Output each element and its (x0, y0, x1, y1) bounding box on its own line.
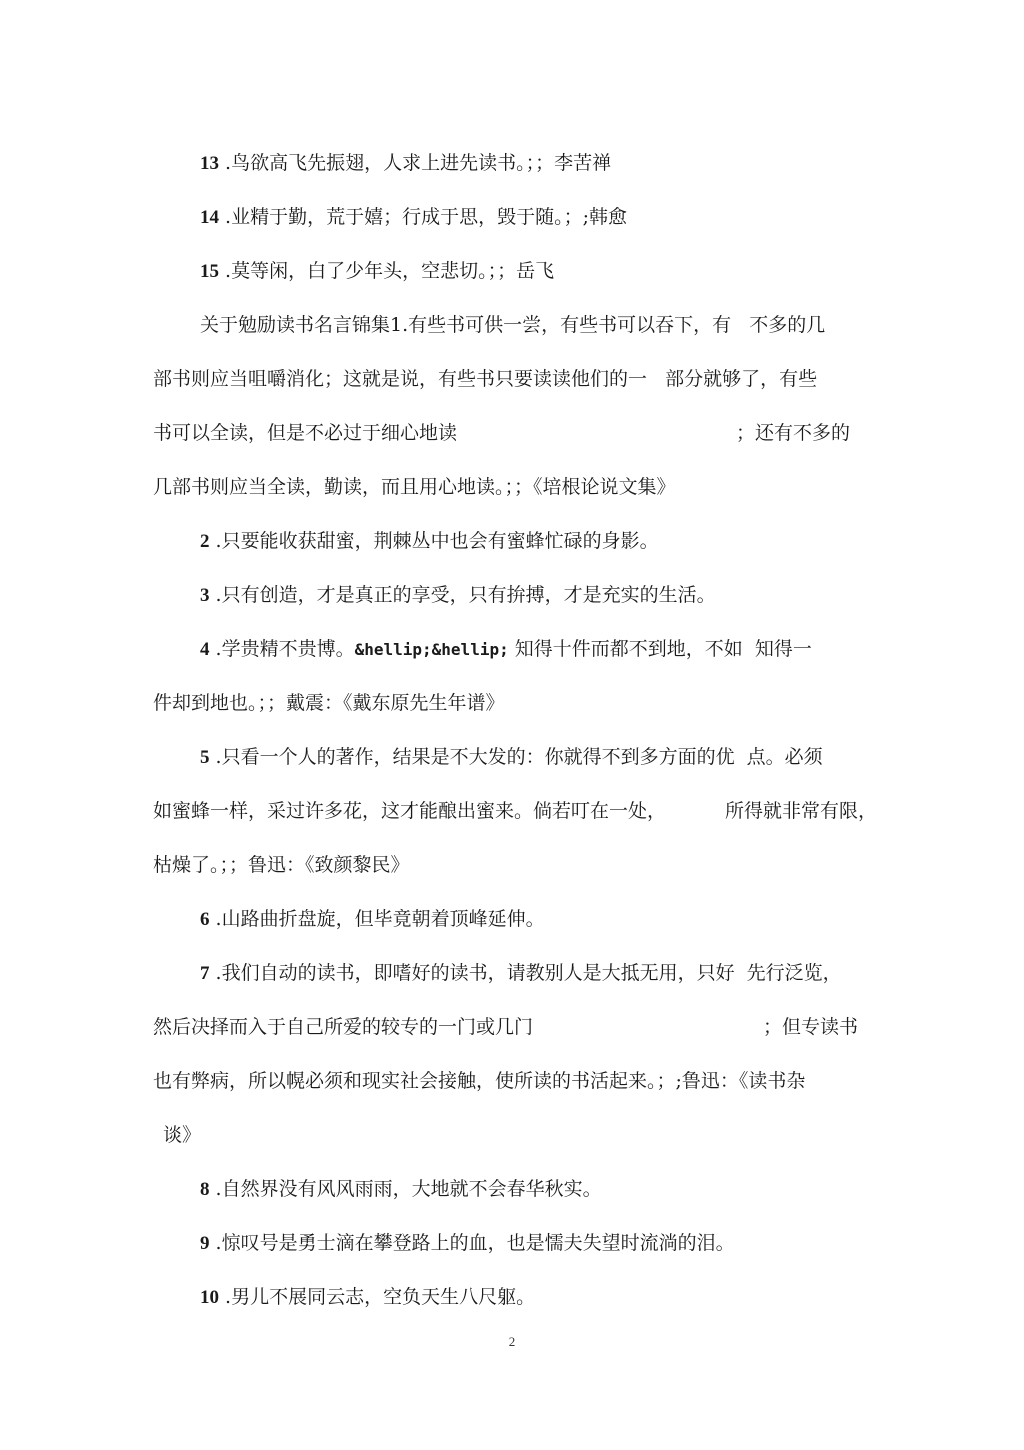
item-number: 8 (200, 1179, 210, 1200)
item-number: 2 (200, 531, 210, 552)
paragraph-line (163, 1108, 1024, 1162)
paragraph-text: ；还有不多的 (736, 422, 851, 444)
paragraph-text: 然后决择而入于自己所爱的较专的一门或几门 (153, 1016, 534, 1038)
paragraph-text: 几部书则应当全读，勤读，而且用心地读。；；《培根论说文集》 (153, 476, 676, 498)
quote-9 (200, 1216, 1024, 1270)
paragraph-text: 谈》 (163, 1124, 202, 1146)
quote-6 (200, 892, 1024, 946)
item-number: 10 (200, 1287, 219, 1308)
paragraph-line (153, 406, 1024, 460)
paragraph-line (153, 676, 1024, 730)
section-heading-line (200, 298, 1024, 352)
paragraph-text: ；但专读书 (763, 1016, 859, 1038)
quote-text: 知得十件而都不到地，不如 知得一 (508, 638, 812, 660)
quote-text: .业精于勤，荒于嬉；行成于思，毁于随。；;韩愈 (219, 206, 627, 228)
quote-text: .莫等闲，白了少年头，空悲切。；；岳飞 (219, 260, 555, 282)
paragraph-line (153, 784, 1024, 838)
item-number: 6 (200, 909, 210, 930)
quote-5 (200, 730, 1024, 784)
quote-text: .我们自动的读书，即嗜好的读书，请教别人是大抵无用，只好 先行泛览， (209, 962, 842, 984)
paragraph-line (153, 460, 1024, 514)
quote-4 (200, 622, 1024, 676)
quote-7 (200, 946, 1024, 1000)
quote-15 (200, 244, 1024, 298)
paragraph-text: 件却到地也。；；戴震：《戴东原先生年谱》 (153, 692, 505, 714)
entity-text: &hellip;&hellip; (354, 640, 509, 659)
item-number: 14 (200, 207, 219, 228)
quote-13 (200, 136, 1024, 190)
item-number: 9 (200, 1233, 210, 1254)
paragraph-text: 所得就非常有限， (725, 800, 878, 822)
item-number: 5 (200, 747, 210, 768)
quote-3 (200, 568, 1024, 622)
quote-text: .鸟欲高飞先振翅，人求上进先读书。；；李苦禅 (219, 152, 612, 174)
quote-14 (200, 190, 1024, 244)
item-number: 15 (200, 261, 219, 282)
quote-text: .学贵精不贵博。 (209, 638, 355, 660)
paragraph-text: 如蜜蜂一样，采过许多花，这才能酿出蜜来。倘若叮在一处， (153, 800, 667, 822)
paragraph-text: 部书则应当咀嚼消化；这就是说，有些书只要读读他们的一 部分就够了，有些 (153, 368, 818, 390)
item-number: 3 (200, 585, 210, 606)
quote-text: .惊叹号是勇士滴在攀登路上的血，也是懦夫失望时流淌的泪。 (209, 1232, 735, 1254)
paragraph-line (153, 1000, 1024, 1054)
quote-2 (200, 514, 1024, 568)
paragraph-text: 书可以全读，但是不必过于细心地读 (153, 422, 458, 444)
quote-10 (200, 1270, 1024, 1324)
paragraph-line (153, 352, 1024, 406)
quote-text: .自然界没有风风雨雨，大地就不会春华秋实。 (209, 1178, 602, 1200)
quote-text: .男儿不展同云志，空负天生八尺躯。 (219, 1286, 536, 1308)
paragraph-line (153, 1054, 1024, 1108)
quote-text: .山路曲折盘旋，但毕竟朝着顶峰延伸。 (209, 908, 545, 930)
paragraph-line (153, 838, 1024, 892)
page-number: 2 (508, 1334, 516, 1349)
item-number: 4 (200, 639, 210, 660)
paragraph-text: 关于勉励读书名言锦集1.有些书可供一尝，有些书可以吞下，有 不多的几 (200, 314, 826, 336)
item-number: 7 (200, 963, 210, 984)
quote-text: .只看一个人的著作，结果是不大发的：你就得不到多方面的优 点。必须 (209, 746, 823, 768)
quote-text: .只有创造，才是真正的享受，只有拚搏，才是充实的生活。 (209, 584, 716, 606)
quote-text: .只要能收获甜蜜，荆棘丛中也会有蜜蜂忙碌的身影。 (209, 530, 659, 552)
paragraph-text: 枯燥了。；；鲁迅：《致颜黎民》 (153, 854, 410, 876)
item-number: 13 (200, 153, 219, 174)
quote-8 (200, 1162, 1024, 1216)
paragraph-text: 也有弊病，所以幌必须和现实社会接触，使所读的书活起来。；;鲁迅：《读书杂 (153, 1070, 806, 1092)
